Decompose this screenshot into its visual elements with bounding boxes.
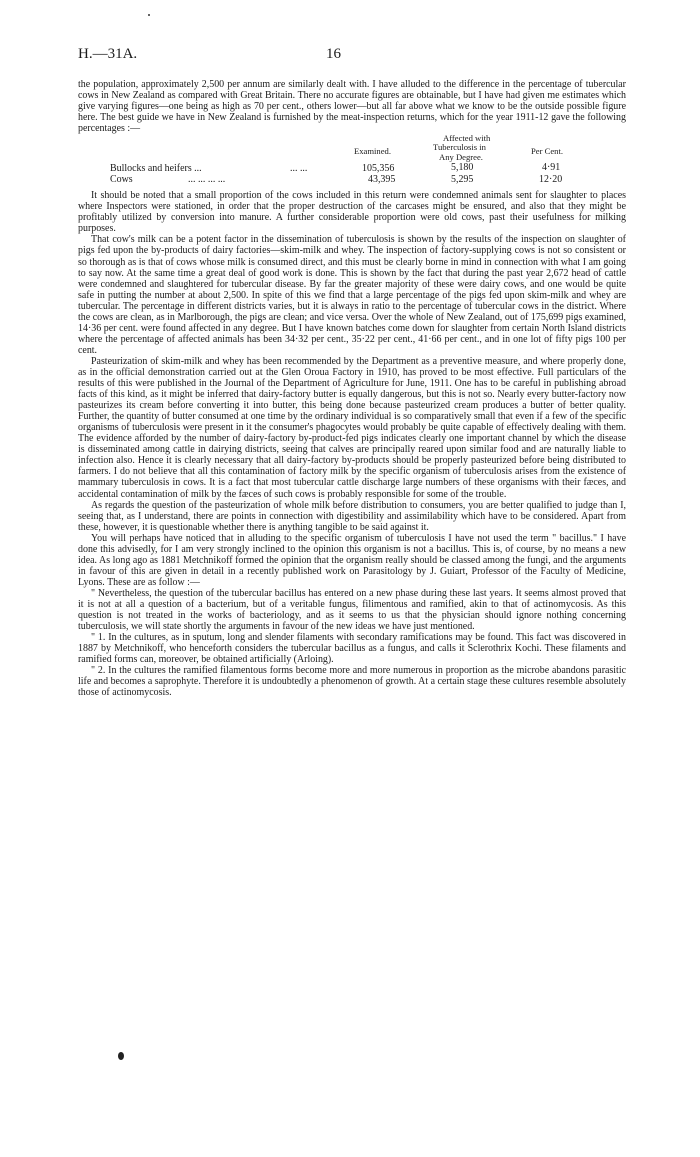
- ink-blot: [118, 1052, 124, 1060]
- paragraph: Pasteurization of skim-milk and whey has been recommended by the Department as a preventive measure, and where properly done, as in the official demonstration carried out at the Glen Oroua Factory in 1910, has proved to be most effective. Full particulars of the results of this were published in the Journal of the Department of Agriculture for June, 1911. One has to be careful in publishing abroad facts of this kind, as it might be inferred that dairy-factory butter is equally dangerous, but this is not so. Nearly every butter-factory now pasteurizes its cream before converting it into butter, this being done because pasteurized cream produces a butter of better quality. Further, the quantity of butter consumed at one time by the ordinary individual is so comparatively small that even if a few of the specific organisms of tuberculosis were present in it the consumer's phagocytes would probably be quite capable of effectively dealing with them. The evidence afforded by the number of dairy-factory by-product-fed pigs indicates clearly one important channel by which the disease is disseminated among cattle in dairying districts, seeing that calves are principally reared upon similar food and are naturally liable to infection also. Hence it is clearly necessary that all dairy-factory by-products should be properly pasteurized before being distributed to farmers. I do not believe that all this contamination of factory milk by the specific organism of tuberculosis arises from the existence of mammary tuberculosis in cows. It is a fact that most tubercular cattle discharge large numbers of these organisms with their fæces, and accidental contamination of milk by the fæces of such cows is probably responsible for some of the trouble.: [78, 355, 626, 500]
- document-reference: H.—31A.: [78, 46, 138, 62]
- examined-value: 43,395: [368, 174, 396, 186]
- affected-value: 5,180: [451, 162, 474, 174]
- row-label: Bullocks and heifers ...: [110, 163, 202, 175]
- document-body: [78, 79, 626, 698]
- page-header: [78, 46, 626, 64]
- column-header-affected: Affected with: [443, 133, 491, 144]
- column-header-affected: Any Degree.: [439, 152, 483, 163]
- affected-value: 5,295: [451, 174, 474, 186]
- percent-value: 12·20: [539, 174, 563, 186]
- column-header-affected: Tuberculosis in: [433, 142, 486, 153]
- examined-value: 105,356: [362, 163, 395, 175]
- print-speck: [148, 14, 150, 16]
- paragraph: " 2. In the cultures the ramified filamentous forms become more and more numerous in proportion as the microbe abandons parasitic life and becomes a saprophyte. Therefore it is undoubtedly a phenomenon of growth. At a certain stage these cultures resemble absolutely those of actinomycosis.: [78, 665, 626, 699]
- paragraph: That cow's milk can be a potent factor in the dissemination of tuberculosis is shown by the results of the inspection on slaughter of pigs fed upon the by-products of dairy factories—skim-milk and whey. The inspection of factory-supplying cows is not so consistent or so thorough as is that of cows whose milk is consumed direct, and this must be clearly borne in mind in connection with what I am going to say now. At the same time a great deal of good work is done. This is shown by the fact that during the past year 2,672 head of cattle were condemned and slaughtered for tubercular disease. By far the greater majority of these were dairy cows, and one would be quite safe in putting the number at about 2,500. In spite of this we find that a large percentage of the pigs fed upon skim-milk and whey are tubercular. The percentage in different districts varies, but it is always in ratio to the percentage of tubercular cows in the district. Where the cows are clean, as in Marlborough, the pigs are clean; and vice versa. Over the whole of New Zealand, out of 175,699 pigs examined, 14·36 per cent. were found affected in any degree. But I have known batches come down for slaughter from certain North Island districts where the percentage of affected animals has been 34·32 per cent., 35·22 per cent., 41·66 per cent., and in one lot of fifty pigs 100 per cent.: [78, 234, 626, 356]
- paragraph: As regards the question of the pasteurization of whole milk before distribution to consumers, you are better qualified to judge than I, seeing that, as I understand, there are points in connection with digestibility and assimilability which have to be considered. Apart from these, however, it is questionable whether there is anything tangible to be said against it.: [78, 499, 626, 533]
- row-label: Cows: [110, 174, 133, 186]
- percent-value: 4·91: [542, 162, 561, 174]
- paragraph: the population, approximately 2,500 per annum are similarly dealt with. I have alluded to the difference in the percentage of tubercular cows in New Zealand as compared with Great Britain. There no accurate figures are obtainable, but I have had given me estimates which give varying figures—one being as high as 70 per cent., others lower—but all far above what we know to be the outside possible figure here. The best guide we have in New Zealand is furnished by the meat-inspection returns, which for the year 1911-12 gave the following percentages :—: [78, 79, 626, 135]
- leader-dots: ... ...: [290, 163, 308, 175]
- paragraph: " Nevertheless, the question of the tubercular bacillus has entered on a new phase during these last years. It seems almost proved that it is not at all a question of a bacterium, but of a veritable fungus, filimentous and ramified, akin to that of actinomycosis. As this question is not treated in the works of bacteriology, and as it seems to us that the physician should ignore nothing concerning tuberculosis, we will state shortly the arguments in favour of the new ideas we have just mentioned.: [78, 587, 626, 633]
- column-header-percent: Per Cent.: [531, 146, 563, 157]
- paragraph: You will perhaps have noticed that in alluding to the specific organism of tuberculosis I have not used the term " bacillus." I have done this advisedly, for I am very strongly inclined to the opinion this organism is not a bacillus. This is, of course, by no means a new idea. As long ago as 1881 Metchnikoff formed the opinion that the organism really should be classed among the fungi, and the arguments in favour of this are given in detail in a recently published work on Parasitology by J. Guiart, Professor of the Faculty of Medicine, Lyons. These are as follow :—: [78, 532, 626, 588]
- inspection-table: [78, 134, 626, 190]
- paragraph: " 1. In the cultures, as in sputum, long and slender filaments with secondary ramifications may be found. This fact was discovered in 1887 by Metchnikoff, who henceforth considers the tubercular bacillus as a fungus, and calls it Sclerothrix Kochi. These filaments and ramified forms can, moreover, be obtained artificially (Arloing).: [78, 632, 626, 666]
- paragraph: It should be noted that a small proportion of the cows included in this return were condemned animals sent for slaughter to places where Inspectors were stationed, in order that the proper destruction of the carcases might be ensured, and also that they might be profitably utilized by conversion into manure. A further considerable proportion were old cows, past their usefulness for milking purposes.: [78, 190, 626, 235]
- document-page: [78, 46, 626, 698]
- page-number: 16: [326, 46, 341, 62]
- column-header-examined: Examined.: [354, 146, 391, 157]
- leader-dots: ... ... ... ...: [188, 174, 226, 186]
